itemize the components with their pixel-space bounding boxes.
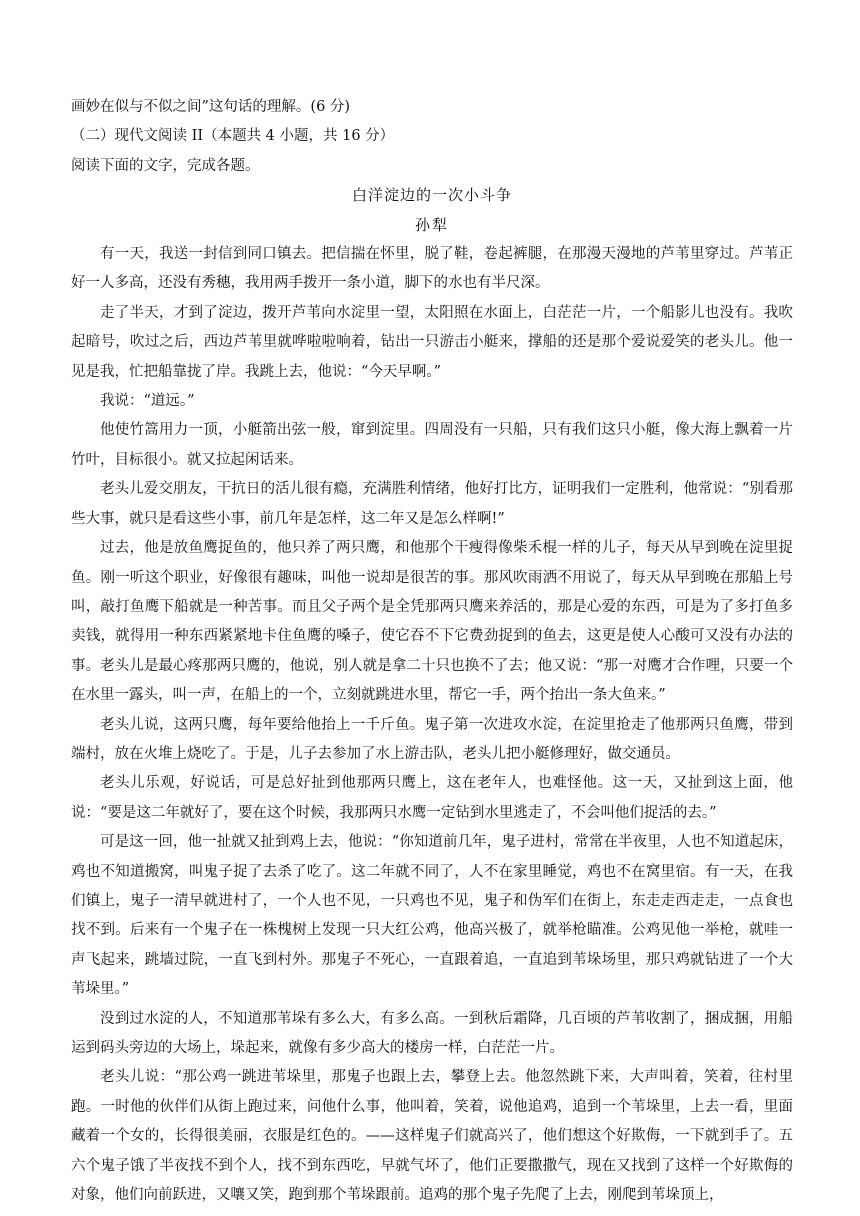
reading-instruction: 阅读下面的文字，完成各题。 [71, 157, 260, 174]
article-title: 白洋淀边的一次小斗争 [351, 186, 512, 205]
paragraph: 可是这一回，他一扯就又扯到鸡上去，他说：“你知道前几年，鬼子进村，常常在半夜里，人也不知道起床，鸡也不知道搬窝，叫鬼子捉了去杀了吃了。这二年就不同了，人不在家里睡觉，鸡也不在窝里宿。有一天，在我们镇上，鬼子一清早就进村了，一个人也不见，一只鸡也不见，鬼子和伪军们在街上，东走走西走走，一点食也找不到。后来有一个鬼子在一株槐树上发现一只大红公鸡，他高兴极了，就举枪瞄准。公鸡见他一举枪，就哇一声飞起来，跳墙过院，一直飞到村外。那鬼子不死心，一直跟着追，一直追到苇垛场里，那只鸡就钻进了一个大苇垛里。” [71, 834, 793, 998]
paragraph: 走了半天，才到了淀边，拨开芦苇向水淀里一望，太阳照在水面上，白茫茫一片，一个船影儿也没有。我吹起暗号，吹过之后，西边芦苇里就哗啦啦响着，钻出一只游击小艇来，撑船的还是那个爱说爱笑的老头儿。他一见是我，忙把船靠拢了岸。我跳上去，他说：“今天早啊。” [71, 304, 793, 380]
paragraph: 老头儿说，这两只鹰，每年要给他抬上一千斤鱼。鬼子第一次进攻水淀，在淀里抢走了他那两只鱼鹰，带到端村，放在火堆上烧吃了。于是，儿子去参加了水上游击队，老头儿把小艇修理好，做交通员。 [71, 716, 793, 762]
paragraph: 我说：“道远。” [100, 393, 195, 410]
paragraph: 老头儿说：“那公鸡一跳进苇垛里，那鬼子也跟上去，攀登上去。他忽然跳下来，大声叫着，笑着，往村里跑。一时他的伙伴们从街上跑过来，问他什么事，他叫着，笑着，说他追鸡，追到一个苇垛里，上去一看，里面藏着一个女的，长得很美丽，衣服是红色的。——这样鬼子们就高兴了，他们想这个好欺侮，一下就到手了。五六个鬼子饿了半夜找不到个人，找不到东西吃，早就气坏了，他们正要撒撒气，现在又找到了这样一个好欺侮的对象，他们向前跃进，又嚷又笑，跑到那个苇垛跟前。追鸡的那个鬼子先爬了上去，刚爬到苇垛顶上， [71, 1069, 793, 1204]
paragraph: 过去，他是放鱼鹰捉鱼的，他只养了两只鹰，和他那个干瘦得像柴禾棍一样的儿子，每天从早到晚在淀里捉鱼。刚一听这个职业，好像很有趣味，叫他一说却是很苦的事。那风吹雨洒不用说了，每天从早到晚在那船上号叫，敲打鱼鹰下船就是一种苦事。而且父子两个是全凭那两只鹰来养活的，那是心爱的东西，可是为了多打鱼多卖钱，就得用一种东西紧紧地卡住鱼鹰的嗓子，使它吞不下它费劲捉到的鱼去，这更是使人心酸可又没有办法的事。老头儿是最心疼那两只鹰的，他说，别人就是拿二十只也换不了去；他又说：“那一对鹰才合作哩，只要一个在水里一露头，叫一声，在船上的一个，立刻就跳进水里，帮它一手，两个抬出一条大鱼来。” [71, 540, 793, 704]
paragraph: 老头儿爱交朋友，干抗日的活儿很有瘾，充满胜利情绪，他好打比方，证明我们一定胜利，他常说：“别看那些大事，就只是看这些小事，前几年是怎样，这二年又是怎么样啊!” [71, 481, 793, 527]
document-page [71, 93, 793, 1210]
paragraph: 他使竹篙用力一顶，小艇箭出弦一般，窜到淀里。四周没有一只船，只有我们这只小艇，像大海上飘着一片竹叶，目标很小。就又拉起闲话来。 [71, 422, 793, 468]
section-heading: （二）现代文阅读 II（本题共 4 小题，共 16 分） [71, 128, 395, 145]
continued-question-line: 画妙在似与不似之间”这句话的理解。(6 分) [71, 99, 351, 115]
paragraph: 没到过水淀的人，不知道那苇垛有多么大，有多么高。一到秋后霜降，几百顷的芦苇收割了，捆成捆，用船运到码头旁边的大场上，垛起来，就像有多少高大的楼房一样，白茫茫一片。 [71, 1010, 793, 1056]
paragraph: 老头儿乐观，好说话，可是总好扯到他那两只鹰上，这在老年人，也难怪他。这一天，又扯到这上面，他说：“要是这二年就好了，要在这个时候，我那两只水鹰一定钻到水里逃走了，不会叫他们捉活的去。” [71, 775, 793, 821]
paragraph: 有一天，我送一封信到同口镇去。把信揣在怀里，脱了鞋，卷起裤腿，在那漫天漫地的芦苇里穿过。芦苇正好一人多高，还没有秀穗，我用两手拨开一条小道，脚下的水也有半尺深。 [71, 246, 793, 292]
article-author: 孙犁 [414, 215, 449, 234]
